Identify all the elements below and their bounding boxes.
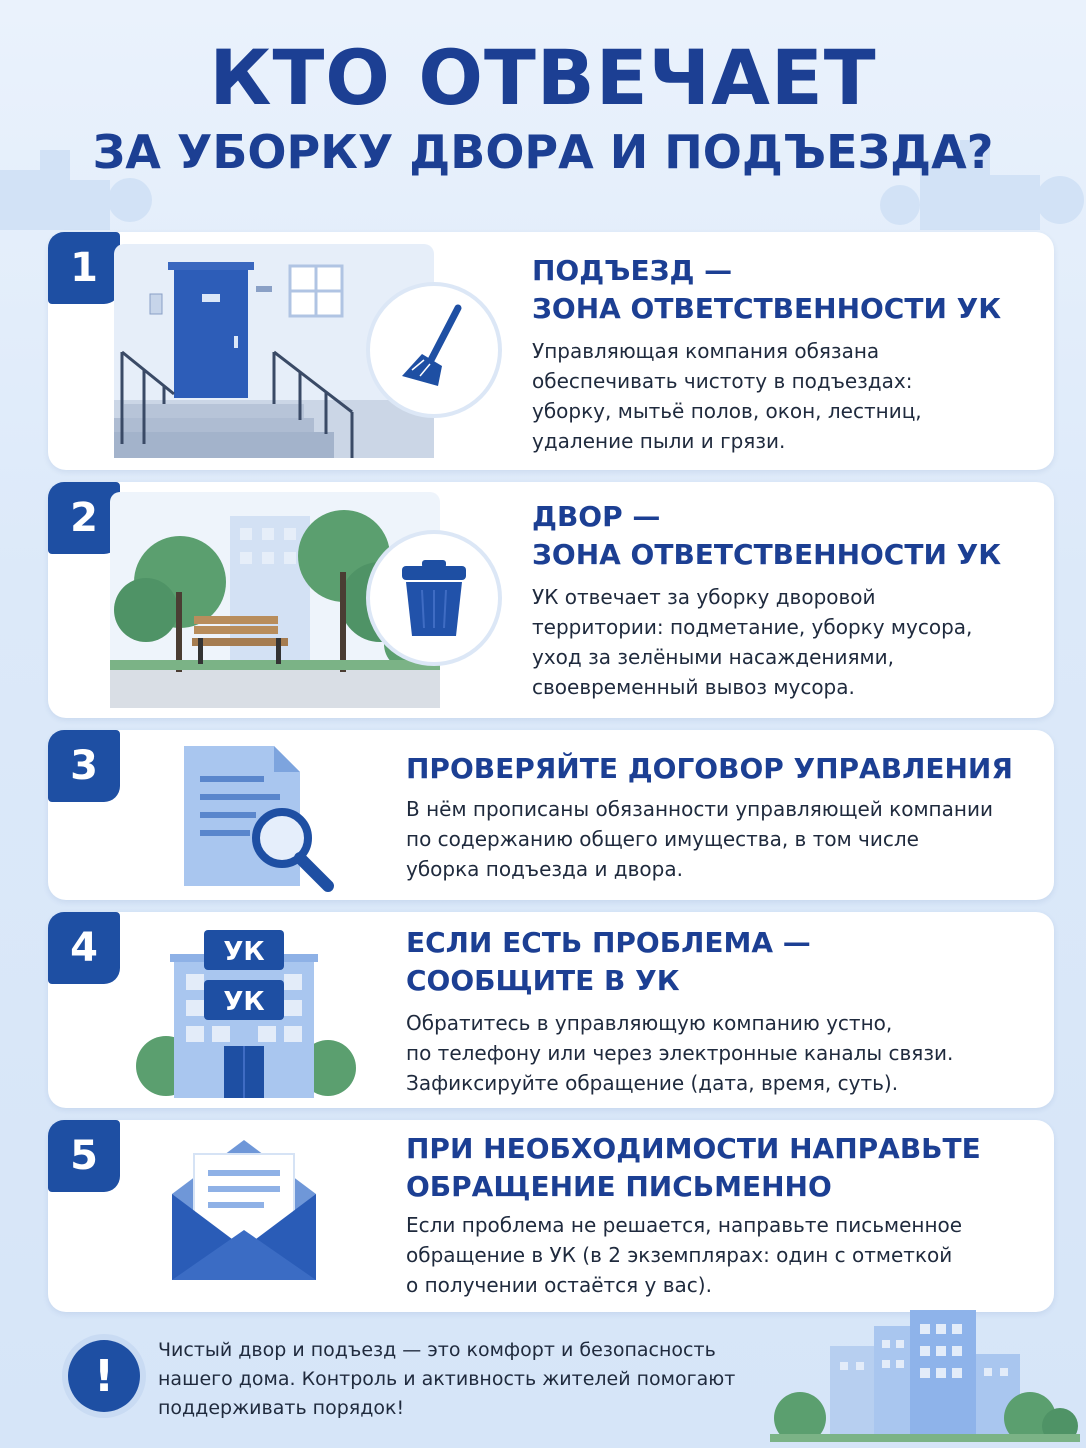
card-body: УК отвечает за уборку дворовой территории: подметание, уборку мусора, уход за зелёными насаждениями, своевременный вывоз мусора. [532, 585, 973, 699]
document-search-icon [178, 742, 348, 892]
city-buildings-illustration [770, 1306, 1080, 1442]
uk-sign-bottom: УК [223, 987, 265, 1017]
card-contract [48, 730, 1054, 900]
title-line-1: КТО ОТВЕЧАЕТ [209, 33, 877, 122]
card-report-problem [48, 912, 1054, 1108]
card-body: Управляющая компания обязана обеспечивать чистоту в подъездах: уборку, мытьё полов, окон, лестниц, удаление пыли и грязи. [532, 339, 922, 453]
title-line-2: ЗА УБОРКУ ДВОРА И ПОДЪЕЗДА? [92, 125, 994, 179]
uk-sign-top: УК [223, 937, 265, 967]
card-heading: ДВОР — ЗОНА ОТВЕТСТВЕННОСТИ УК [532, 500, 1002, 571]
card-body: Обратитесь в управляющую компанию устно, по телефону или через электронные каналы связи. Зафиксируйте обращение (дата, время, суть). [406, 1011, 954, 1095]
card-written-appeal [48, 1120, 1054, 1312]
trash-bin-icon [364, 528, 504, 668]
step-badge: 2 [48, 482, 120, 554]
card-heading: ЕСЛИ ЕСТЬ ПРОБЛЕМА — СООБЩИТЕ В УК [406, 926, 811, 997]
broom-icon [364, 280, 504, 420]
card-body: В нём прописаны обязанности управляющей компании по содержанию общего имущества, в том числе уборка подъезда и двора. [406, 797, 993, 881]
step-badge: 4 [48, 912, 120, 984]
exclamation-icon: ! [68, 1340, 140, 1412]
card-heading: ПРОВЕРЯЙТЕ ДОГОВОР УПРАВЛЕНИЯ [406, 752, 1013, 785]
card-heading: ПОДЪЕЗД — ЗОНА ОТВЕТСТВЕННОСТИ УК [532, 254, 1002, 325]
step-badge: 5 [48, 1120, 120, 1192]
page-title [0, 33, 1086, 180]
card-body: Если проблема не решается, направьте письменное обращение в УК (в 2 экземплярах: один с отметкой о получении остаётся у вас). [406, 1213, 963, 1297]
step-badge: 3 [48, 730, 120, 802]
envelope-icon [166, 1134, 322, 1286]
card-entrance [48, 232, 1054, 470]
card-heading: ПРИ НЕОБХОДИМОСТИ НАПРАВЬТЕ ОБРАЩЕНИЕ ПИСЬМЕННО [406, 1132, 981, 1203]
step-badge: 1 [48, 232, 120, 304]
building-icon [132, 924, 356, 1098]
card-yard [48, 482, 1054, 718]
footer-note: Чистый двор и подъезд — это комфорт и безопасность нашего дома. Контроль и активность жителей помогают поддерживать порядок! [158, 1339, 736, 1419]
